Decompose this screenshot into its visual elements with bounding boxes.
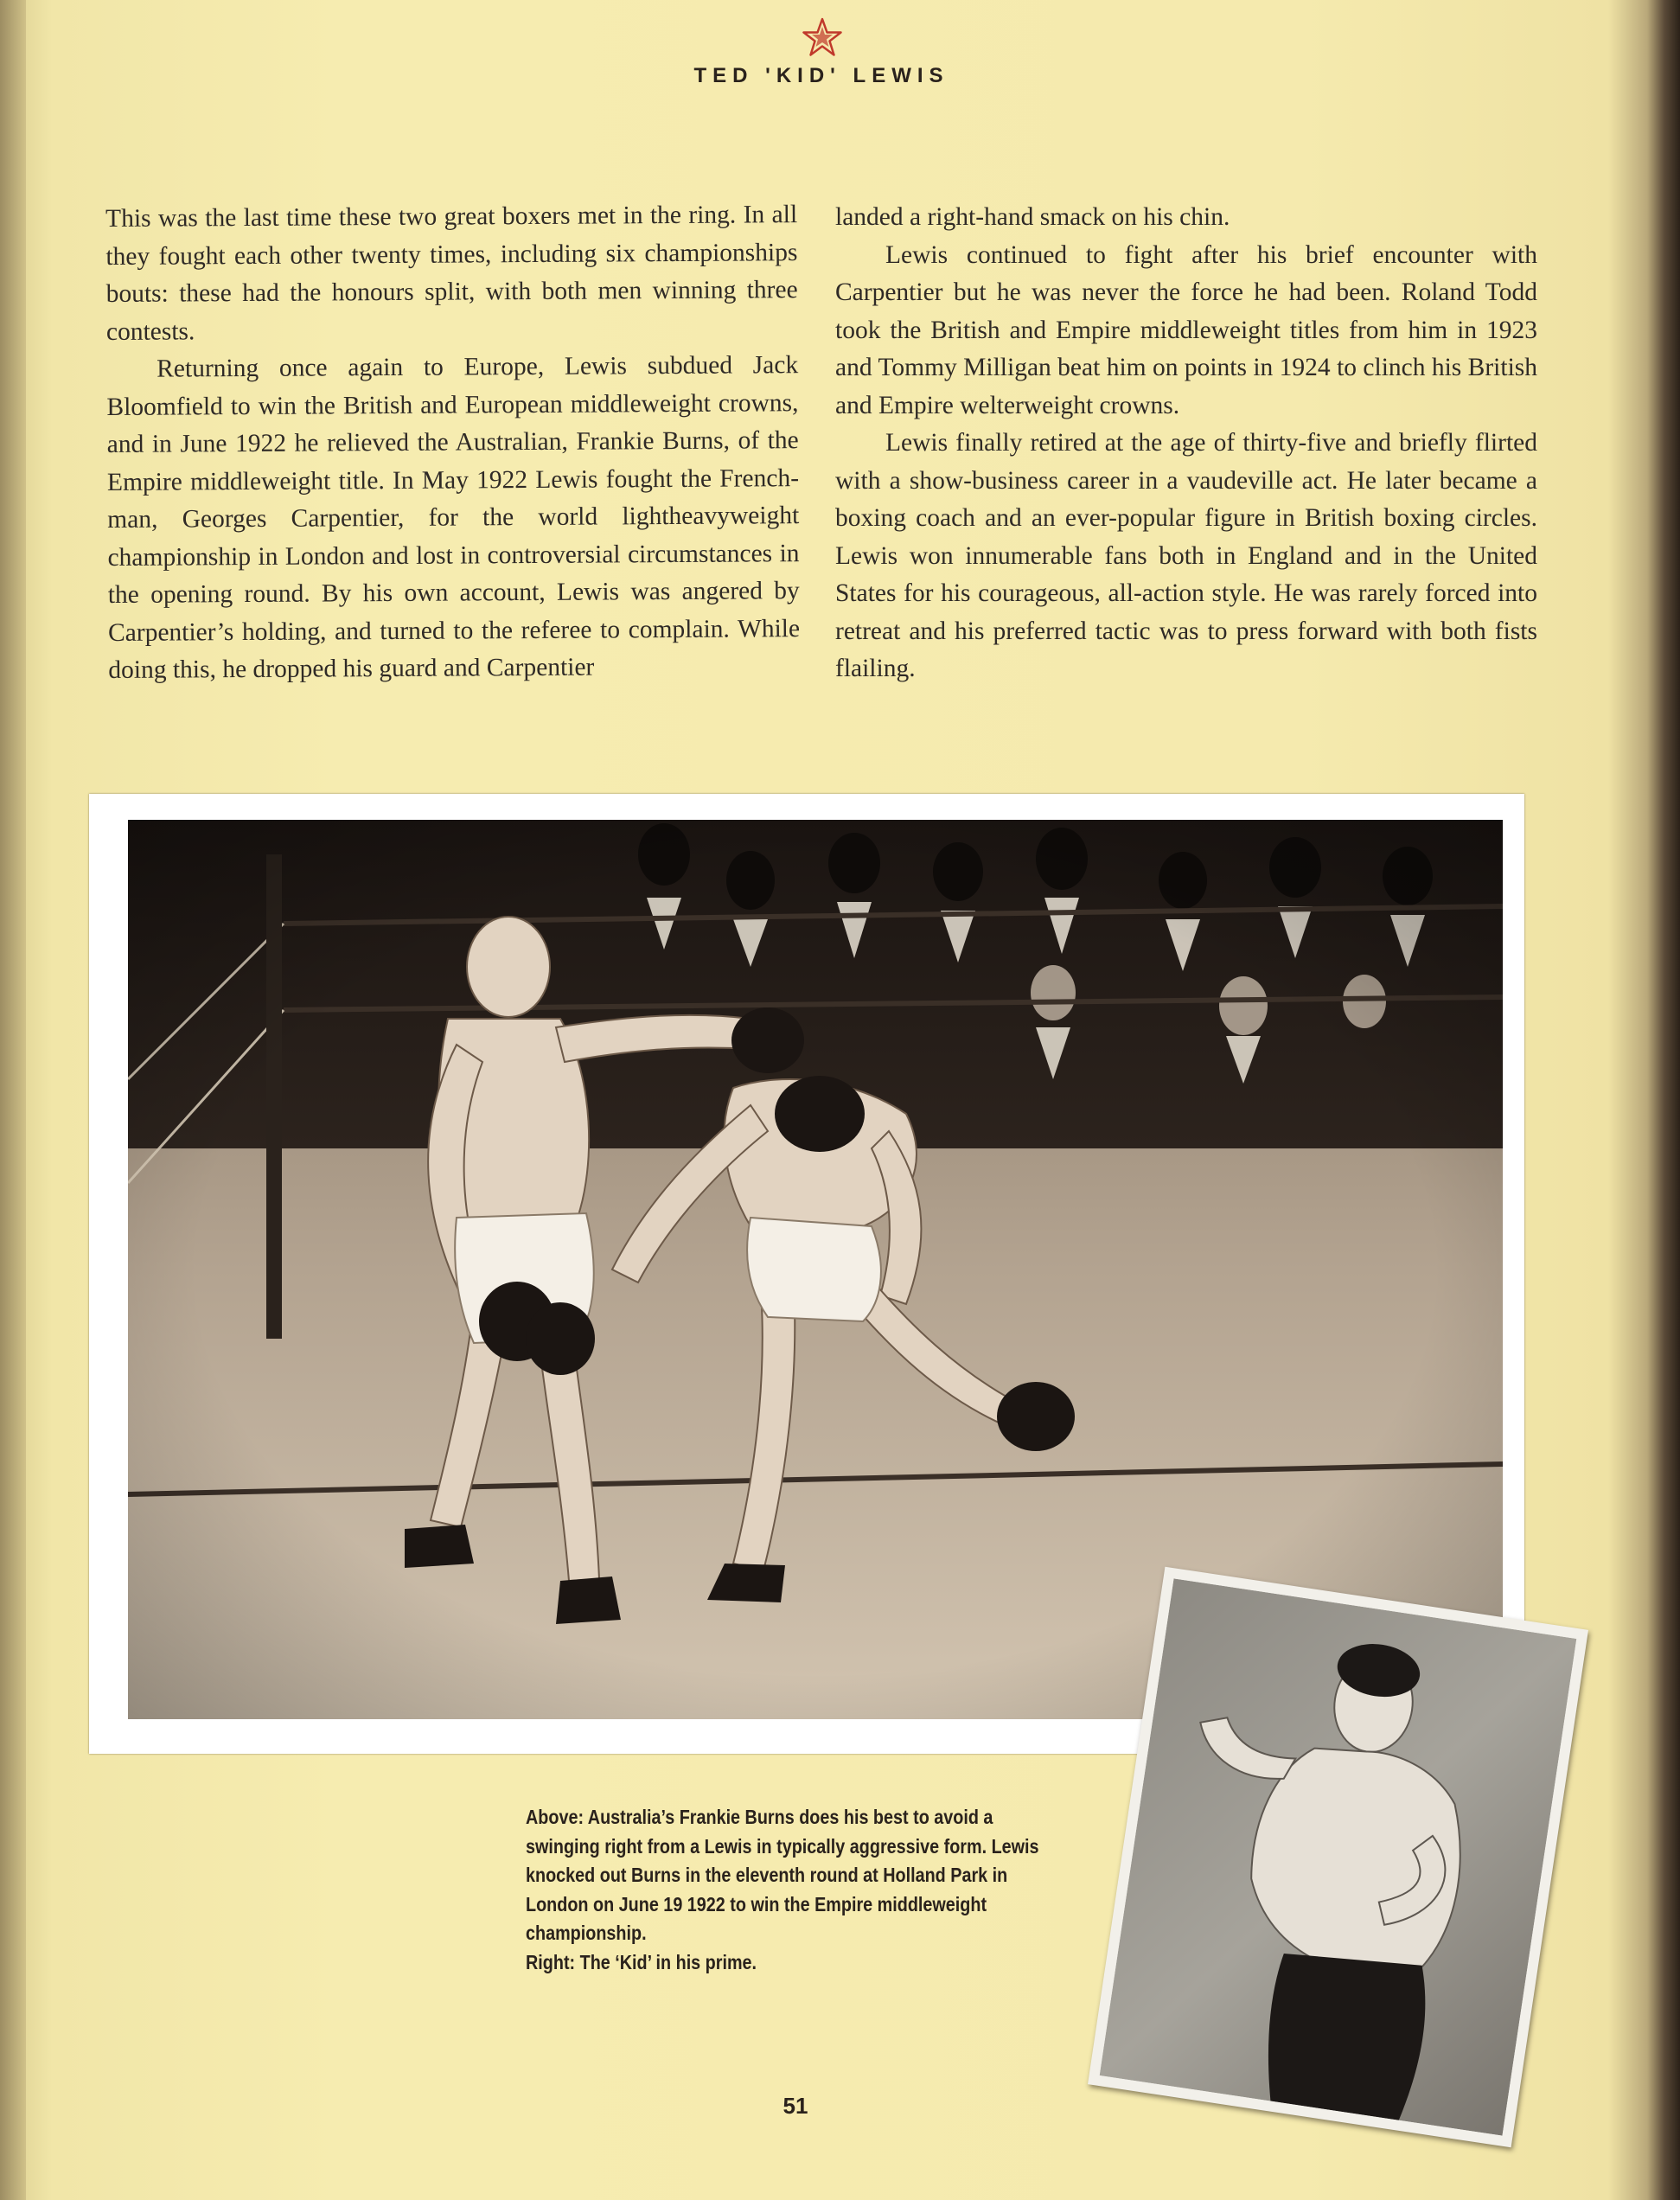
paragraph: Returning once again to Europe, Lewis subdued Jack Bloomfield to win the British and European middleweight crowns, and in June 1922 he relieved the Australian, Frankie Burns, of the Empire middleweight title. In May 1922 Lewis fought the Frenchman, Georges Carpentier, for the world lightheavyweight championship in London and lost in controversial circumstances in the opening round. By his own account, Lewis was angered by Carpentier’s holding, and turned to the referee to complain. While doing this, he dropped his guard and Carpentier: [106, 351, 801, 684]
book-spine-shadow: [0, 0, 26, 2200]
page-number: 51: [783, 2093, 808, 2119]
boxer-portrait-photo-image: [1100, 1578, 1577, 2135]
paragraph: Lewis continued to fight after his brief encounter with Carpentier but he was never the force he had been. Roland Todd took the British and Empire middleweight titles from him in 1923 and Tommy Milligan beat him on points in 1924 to clinch his British and Empire welterweight crowns.: [835, 240, 1537, 419]
running-header: TED 'KID' LEWIS: [693, 64, 949, 87]
red-star-icon: [802, 17, 842, 57]
boxing-match-photo-image: [128, 820, 1503, 1719]
boxer-portrait-photo: [1088, 1567, 1588, 2148]
photo-caption: [526, 1803, 1046, 1977]
paragraph: Lewis finally retired at the age of thirty-five and briefly flirted with a show-business career in a vaudeville act. He later became a boxing coach and an ever-popular figure in British boxing circles. Lewis won innumerable fans both in England and in the United States for his courageous, all-action style. He was rarely forced into retreat and his preferred tactic was to press forward with both fists flailing.: [835, 429, 1537, 682]
paragraph: This was the last time these two great boxers met in the ring. In all they fought each other twenty times, including six championships bouts: these had the honours split, with both men winning three contests.: [105, 201, 798, 346]
left-text-column: [105, 196, 800, 689]
caption-right: Right: The ‘Kid’ in his prime.: [526, 1950, 757, 1973]
paragraph: landed a right-hand smack on his chin.: [835, 203, 1230, 231]
right-text-column: [835, 199, 1537, 688]
caption-above: Above: Australia’s Frankie Burns does his best to avoid a swinging right from a Lewis in typically aggressive form. Lewis knocked out Burns in the eleventh round at Holland Park in London on June 19 1922 to win the Empire middleweight championship.: [526, 1806, 1039, 1944]
